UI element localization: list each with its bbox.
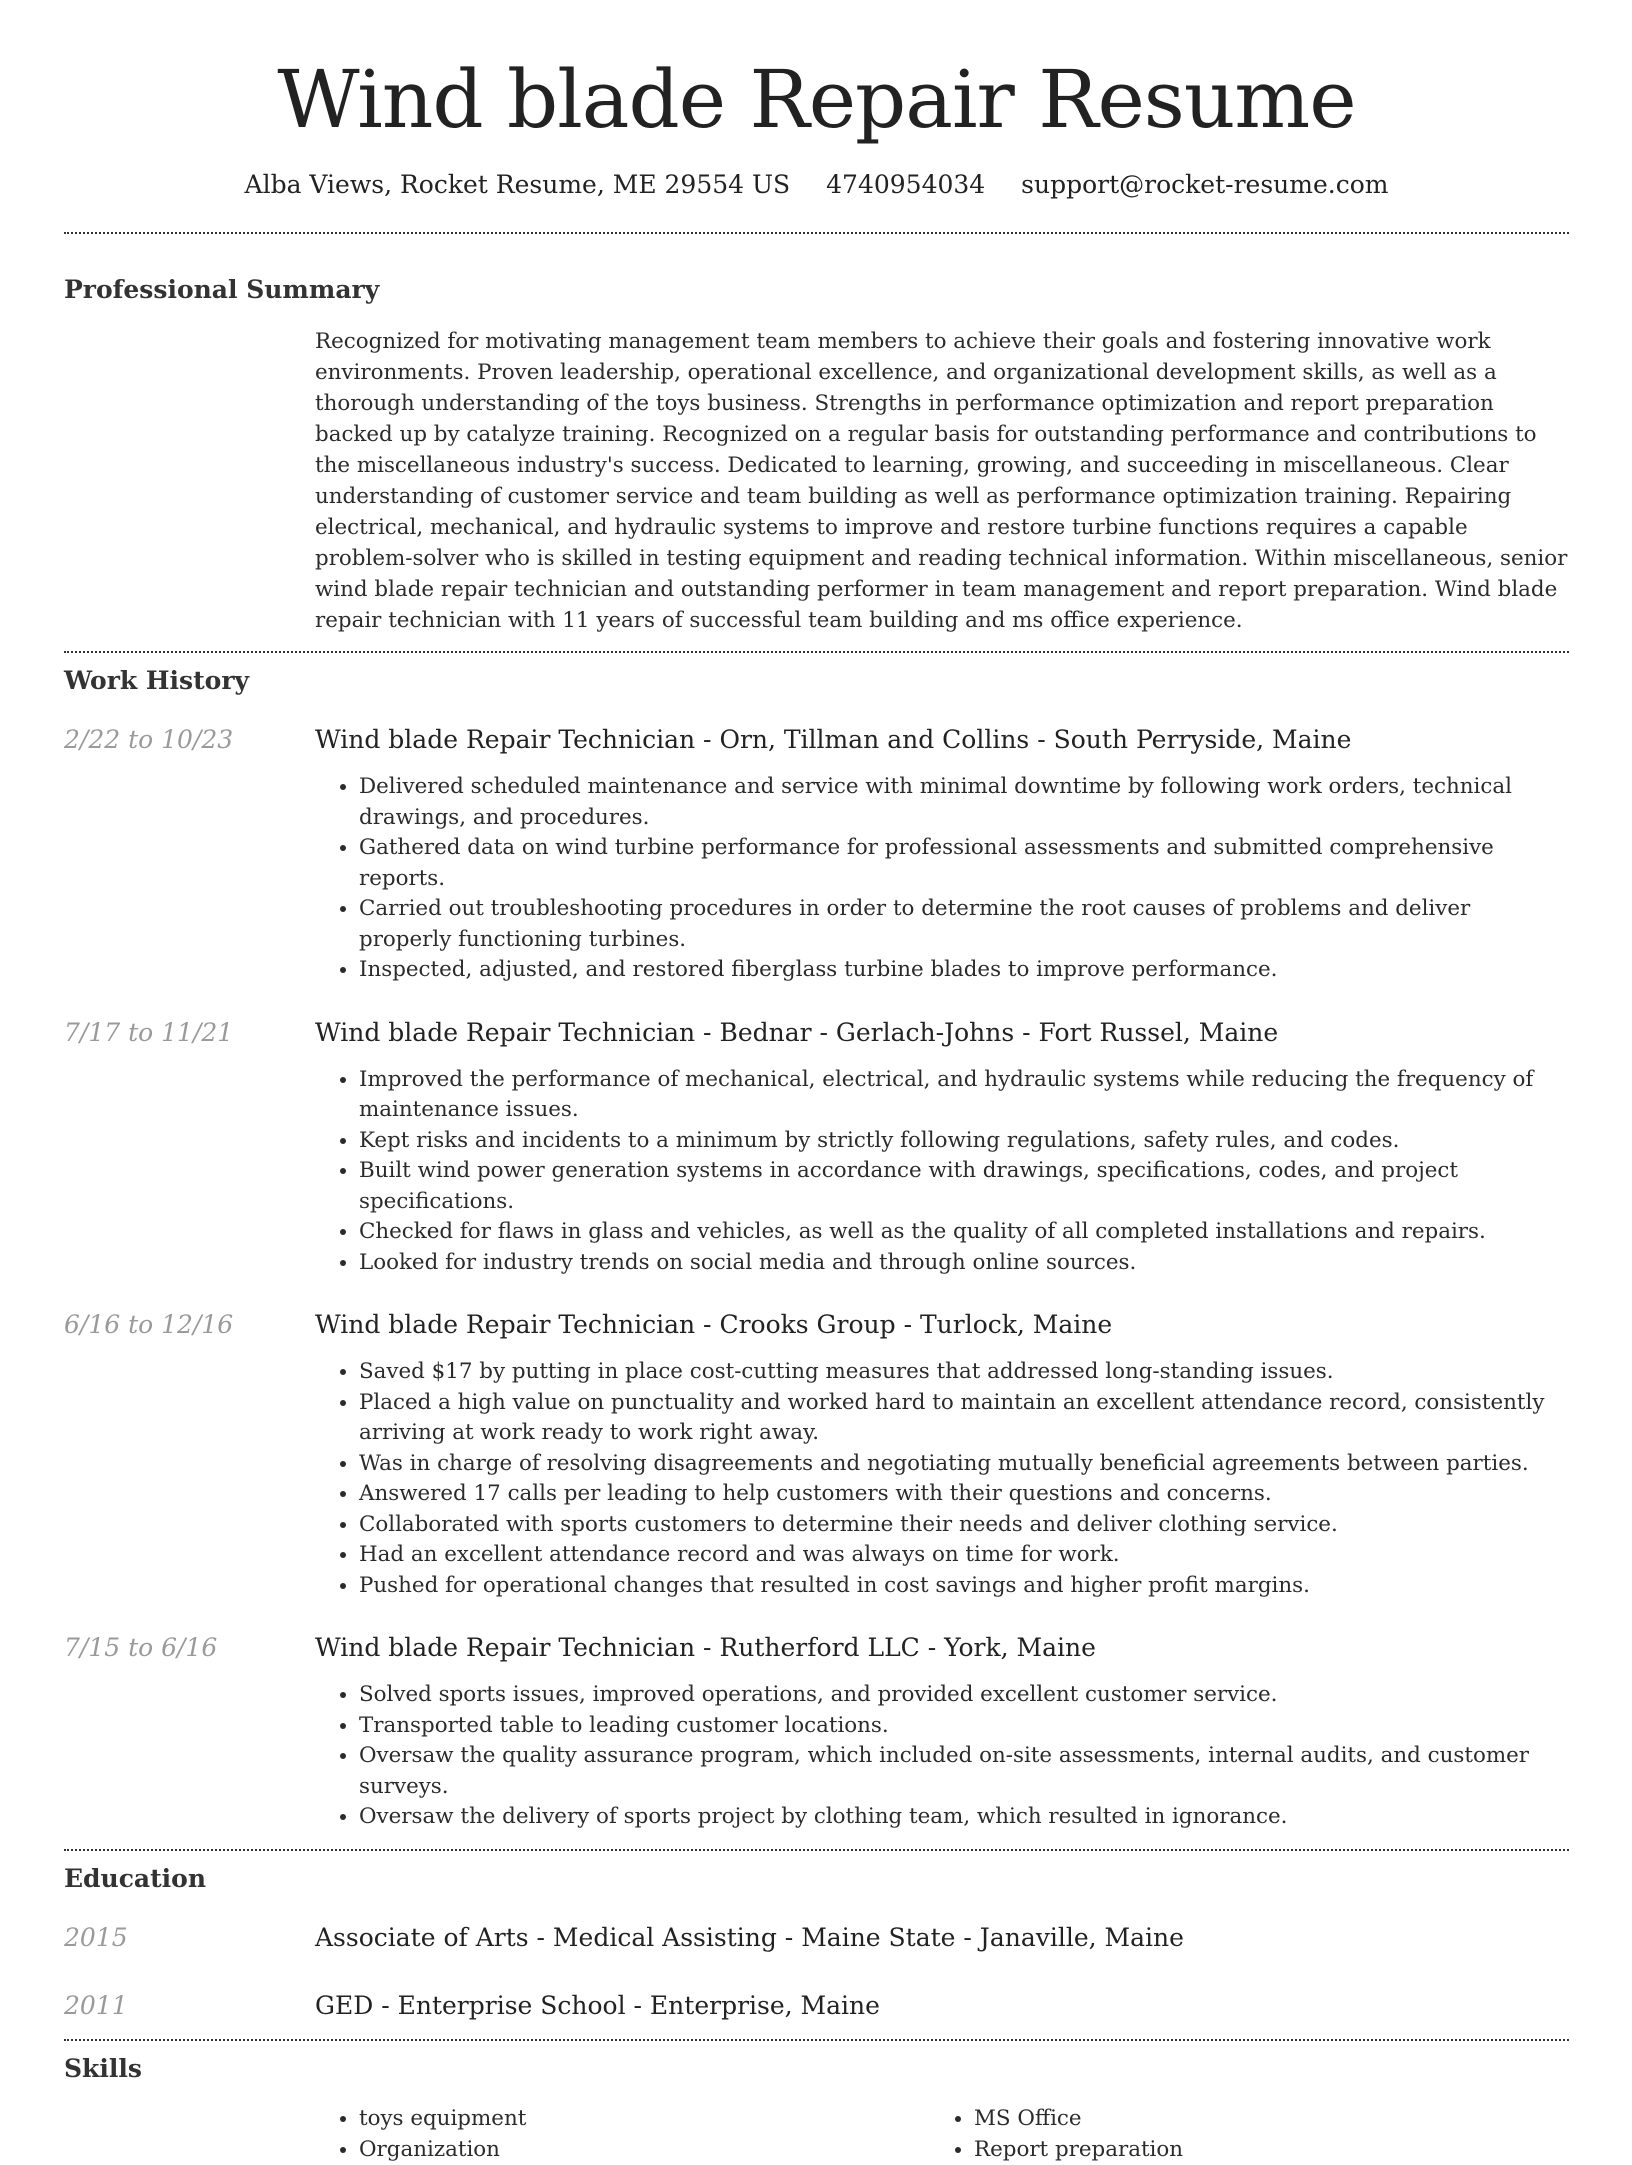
- list-item: • Improved the performance of mechanical, electrical, and hydraulic systems while reducing the frequency of maintenance issues.: [359, 1065, 1569, 1126]
- list-item: • Checked for flaws in glass and vehicles, as well as the quality of all completed installations and repairs.: [359, 1217, 1569, 1248]
- education-entry: [64, 1990, 1569, 2022]
- job-bullets: [315, 1357, 1569, 1601]
- contact-email: support@rocket-resume.com: [1021, 170, 1389, 199]
- list-item: • Transported table to leading customer locations.: [359, 1711, 1569, 1742]
- job-entry: [64, 724, 1569, 986]
- list-item: • Pushed for operational changes that resulted in cost savings and higher profit margins.: [359, 1571, 1569, 1602]
- list-item: • Had an excellent attendance record and was always on time for work.: [359, 1540, 1569, 1571]
- list-item: • Oversaw the delivery of sports project by clothing team, which resulted in ignorance.: [359, 1802, 1569, 1833]
- job-title: Wind blade Repair Technician - Orn, Tillman and Collins - South Perryside, Maine: [315, 725, 1352, 754]
- job-dates: 2/22 to 10/23: [64, 725, 234, 754]
- skill-item: • Organization: [359, 2134, 930, 2165]
- job-entry: [64, 1309, 1569, 1601]
- education-year: 2011: [64, 1990, 128, 2020]
- education-text: GED - Enterprise School - Enterprise, Maine: [315, 1990, 880, 2020]
- skill-item: • MS Office: [974, 2103, 1545, 2134]
- resume-title: Wind blade Repair Resume: [277, 53, 1356, 146]
- job-entry: [64, 1632, 1569, 1833]
- skill-item: • Report preparation: [974, 2134, 1545, 2165]
- list-item: • Delivered scheduled maintenance and service with minimal downtime by following work orders, technical drawings, and procedures.: [359, 772, 1569, 833]
- divider: [64, 1849, 1569, 1851]
- education-heading: Education: [64, 1863, 207, 1893]
- education-year: 2015: [64, 1922, 128, 1952]
- job-bullets: [315, 772, 1569, 986]
- list-item: • Carried out troubleshooting procedures in order to determine the root causes of problems and deliver properly functioning turbines.: [359, 894, 1569, 955]
- job-title: Wind blade Repair Technician - Crooks Group - Turlock, Maine: [315, 1310, 1113, 1339]
- list-item: • Built wind power generation systems in accordance with drawings, specifications, codes, and project specifications.: [359, 1156, 1569, 1217]
- list-item: • Collaborated with sports customers to determine their needs and deliver clothing service.: [359, 1510, 1569, 1541]
- divider: [64, 651, 1569, 653]
- job-entry: [64, 1017, 1569, 1279]
- job-bullets: [315, 1680, 1569, 1833]
- job-dates: 6/16 to 12/16: [64, 1310, 234, 1339]
- job-title: Wind blade Repair Technician - Bednar - Gerlach-Johns - Fort Russel, Maine: [315, 1017, 1279, 1047]
- divider: [64, 232, 1569, 234]
- divider: [64, 2039, 1569, 2041]
- contact-line: [64, 168, 1569, 202]
- job-bullets: [315, 1065, 1569, 1279]
- skill-item: • toys equipment: [359, 2103, 930, 2134]
- list-item: • Answered 17 calls per leading to help customers with their questions and concerns.: [359, 1479, 1569, 1510]
- skills-heading: Skills: [64, 2053, 142, 2083]
- list-item: • Saved $17 by putting in place cost-cutting measures that addressed long-standing issues.: [359, 1357, 1569, 1388]
- summary-heading: Professional Summary: [64, 275, 380, 304]
- list-item: • Was in charge of resolving disagreements and negotiating mutually beneficial agreements between parties.: [359, 1449, 1569, 1480]
- work-history-heading: Work History: [64, 666, 250, 695]
- education-entry: [64, 1922, 1569, 1954]
- summary-text: Recognized for motivating management team members to achieve their goals and fostering innovative work environments. Proven leadership, operational excellence, and organizational development skills, as well as a thorough understanding of the toys business. Strengths in performance optimization and report preparation backed up by catalyze training. Recognized on a regular basis for outstanding performance and contributions to the miscellaneous industry's success. Dedicated to learning, growing, and succeeding in miscellaneous. Clear understanding of customer service and team building as well as performance optimization training. Repairing electrical, mechanical, and hydraulic systems to improve and restore turbine functions requires a capable problem-solver who is skilled in testing equipment and reading technical information. Within miscellaneous, senior wind blade repair technician and outstanding performer in team management and report preparation. Wind blade repair technician with 11 years of successful team building and ms office experience.: [315, 329, 1568, 633]
- job-title: Wind blade Repair Technician - Rutherford LLC - York, Maine: [315, 1633, 1096, 1662]
- resume-page: [64, 0, 1569, 2165]
- job-dates: 7/15 to 6/16: [64, 1633, 218, 1662]
- list-item: • Inspected, adjusted, and restored fiberglass turbine blades to improve performance.: [359, 955, 1569, 986]
- list-item: • Placed a high value on punctuality and worked hard to maintain an excellent attendance record, consistently arriving at work ready to work right away.: [359, 1388, 1569, 1449]
- contact-phone: 4740954034: [826, 170, 986, 199]
- list-item: • Looked for industry trends on social media and through online sources.: [359, 1248, 1569, 1279]
- list-item: • Oversaw the quality assurance program, which included on-site assessments, internal audits, and customer surveys.: [359, 1741, 1569, 1802]
- contact-address: Alba Views, Rocket Resume, ME 29554 US: [244, 170, 791, 199]
- job-dates: 7/17 to 11/21: [64, 1017, 234, 1047]
- list-item: • Kept risks and incidents to a minimum by strictly following regulations, safety rules, and codes.: [359, 1126, 1569, 1157]
- list-item: • Gathered data on wind turbine performance for professional assessments and submitted comprehensive reports.: [359, 833, 1569, 894]
- list-item: • Solved sports issues, improved operations, and provided excellent customer service.: [359, 1680, 1569, 1711]
- education-text: Associate of Arts - Medical Assisting - Maine State - Janaville, Maine: [315, 1922, 1184, 1952]
